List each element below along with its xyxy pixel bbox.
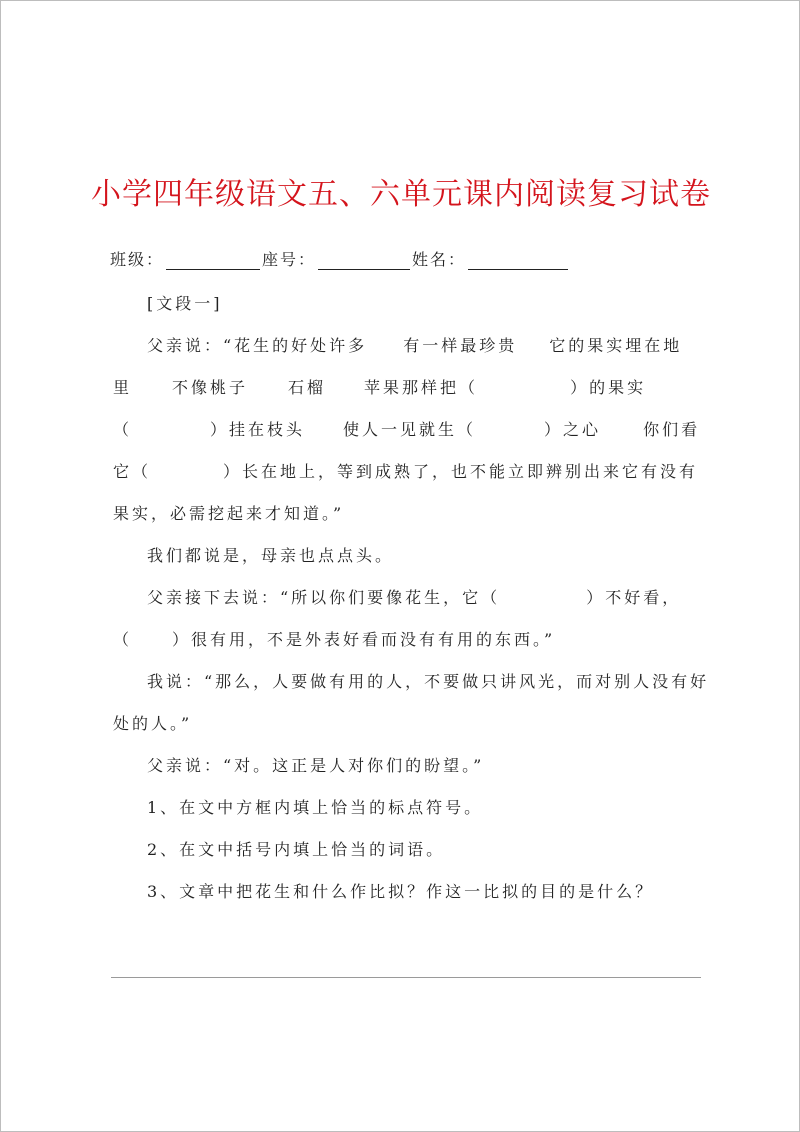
text-span: ）很有用，不是外表好看而没有有用的东西。” bbox=[172, 630, 556, 649]
class-label: 班级： bbox=[110, 250, 165, 269]
text-span: 石榴 bbox=[288, 378, 327, 397]
class-blank[interactable] bbox=[166, 251, 260, 270]
text-span: 你们看 bbox=[643, 420, 701, 439]
question-1: 1、在文中方框内填上恰当的标点符号。 bbox=[147, 798, 484, 817]
text-span: 父亲说：“花生的好处许多 bbox=[147, 336, 368, 355]
p2-line-1: 我们都说是，母亲也点点头。 bbox=[147, 546, 395, 565]
text-span: （ bbox=[113, 630, 133, 649]
text-span: 里 bbox=[113, 378, 133, 397]
text-span: ）之心 bbox=[544, 420, 602, 439]
seat-label: 座号： bbox=[262, 250, 317, 269]
p5-line-1: 父亲说：“对。这正是人对你们的盼望。” bbox=[147, 756, 485, 775]
p3-line-1 bbox=[147, 585, 681, 608]
question-2: 2、在文中括号内填上恰当的词语。 bbox=[147, 840, 446, 859]
text-span: ）挂在枝头 bbox=[210, 420, 306, 439]
p3-line-2 bbox=[113, 627, 555, 650]
text-span: ）长在地上，等到成熟了，也不能立即辨别出来它有没有 bbox=[223, 462, 699, 481]
p1-line-5: 果实，必需挖起来才知道。” bbox=[113, 504, 345, 523]
p1-line-2 bbox=[113, 375, 646, 398]
text-span: 父亲接下去说：“所以你们要像花生，它（ bbox=[147, 588, 501, 607]
p4-line-2: 处的人。” bbox=[113, 714, 193, 733]
seat-blank[interactable] bbox=[318, 251, 410, 270]
text-span: （ bbox=[113, 420, 133, 439]
text-span: 它的果实埋在地 bbox=[549, 336, 683, 355]
page-title: 小学四年级语文五、六单元课内阅读复习试卷 bbox=[91, 177, 711, 212]
text-span: ）的果实 bbox=[570, 378, 647, 397]
text-span: 使人一见就生（ bbox=[343, 420, 477, 439]
name-blank[interactable] bbox=[468, 251, 568, 270]
text-span: ）不好看， bbox=[586, 588, 682, 607]
p1-line-1 bbox=[147, 333, 682, 356]
text-span: 它（ bbox=[113, 462, 152, 481]
text-span: 苹果那样把（ bbox=[364, 378, 479, 397]
text-span: 有一样最珍贵 bbox=[403, 336, 518, 355]
p1-line-4 bbox=[113, 459, 698, 482]
text-span: 不像桃子 bbox=[172, 378, 249, 397]
p1-line-3 bbox=[113, 417, 700, 440]
name-label: 姓名： bbox=[412, 250, 467, 269]
student-info-row bbox=[110, 247, 570, 270]
p4-line-1: 我说：“那么，人要做有用的人，不要做只讲风光，而对别人没有好 bbox=[147, 672, 710, 691]
section-heading: [文段一] bbox=[147, 294, 223, 313]
answer-line[interactable] bbox=[111, 977, 701, 978]
question-3: 3、文章中把花生和什么作比拟？作这一比拟的目的是什么？ bbox=[147, 882, 655, 901]
